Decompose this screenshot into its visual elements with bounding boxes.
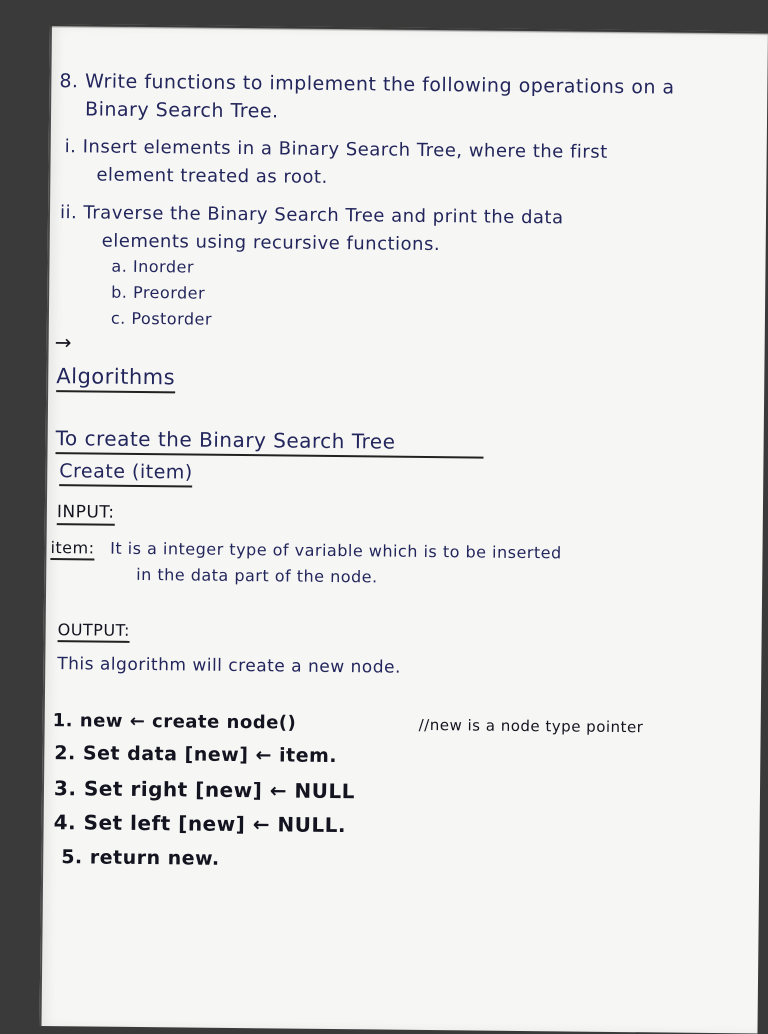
output-label-wrap xyxy=(58,620,131,640)
traversal-inorder: a. Inorder xyxy=(111,256,195,277)
notebook-page xyxy=(40,24,768,1033)
input-label-wrap xyxy=(57,502,115,523)
question-i-line1: i. Insert elements in a Binary Search Tree, where the first xyxy=(64,136,608,163)
input-desc-row xyxy=(50,538,561,562)
step-2: 2. Set data [new] ← item. xyxy=(54,742,338,768)
question-ii-line2: elements using recursive functions. xyxy=(101,230,441,256)
step-1: 1. new ← create node() xyxy=(52,710,297,734)
traversal-postorder: c. Postorder xyxy=(110,308,213,329)
step-4: 4. Set left [new] ← NULL. xyxy=(53,810,347,838)
algorithms-heading: Algorithms xyxy=(56,364,175,393)
function-name: Create (item) xyxy=(59,460,193,487)
question-intro-line2: Binary Search Tree. xyxy=(84,98,279,123)
step-1-comment: //new is a node type pointer xyxy=(418,715,644,737)
input-desc-line1: It is a integer type of variable which is to be inserted xyxy=(110,538,562,563)
step-3: 3. Set right [new] ← NULL xyxy=(53,776,356,804)
input-desc-line2: in the data part of the node. xyxy=(136,564,378,587)
input-label: INPUT: xyxy=(57,502,115,526)
answer-arrow: → xyxy=(54,330,72,355)
question-intro-line1: 8. Write functions to implement the following operations on a xyxy=(59,70,675,99)
section-heading: To create the Binary Search Tree xyxy=(55,426,483,458)
output-label: OUTPUT: xyxy=(58,620,131,643)
input-item-label: item: xyxy=(50,538,94,560)
output-desc: This algorithm will create a new node. xyxy=(57,654,402,678)
step-5: 5. return new. xyxy=(61,846,220,870)
question-i-line2: element treated as root. xyxy=(96,164,328,188)
page-top-edge xyxy=(50,24,768,36)
traversal-preorder: b. Preorder xyxy=(111,282,206,303)
question-ii-line1: ii. Traverse the Binary Search Tree and print the data xyxy=(59,202,564,229)
